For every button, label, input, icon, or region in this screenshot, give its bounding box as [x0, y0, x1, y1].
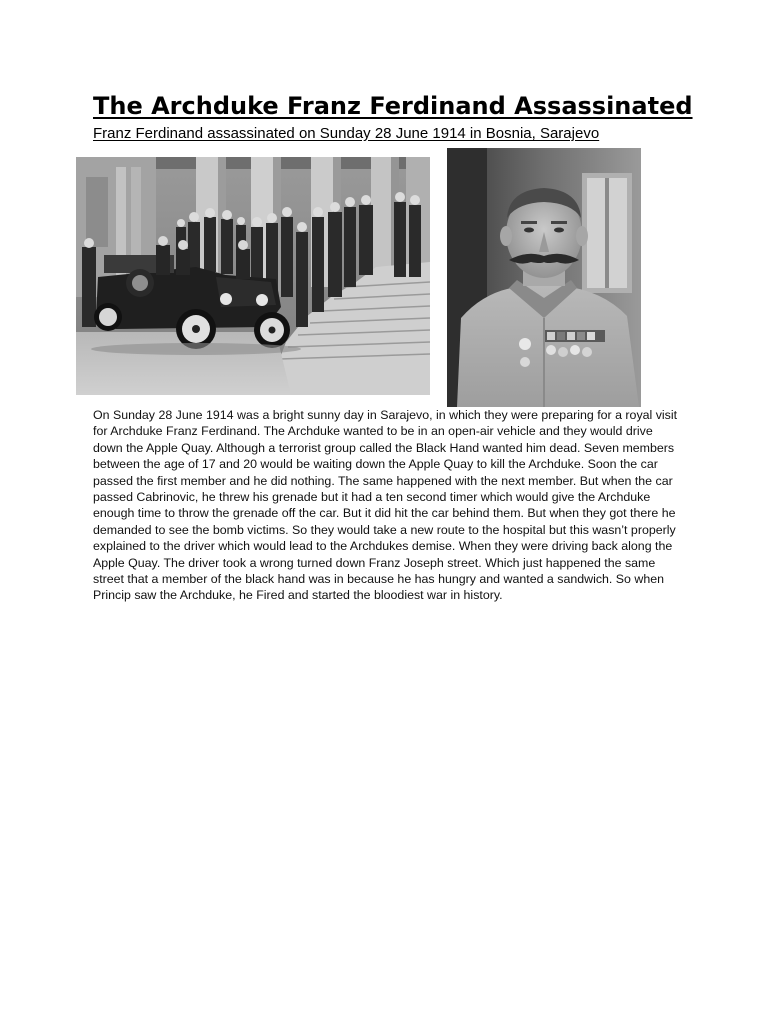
archduke-portrait-photo	[447, 148, 641, 407]
article-body: On Sunday 28 June 1914 was a bright sunny day in Sarajevo, in which they were preparing for a royal visit for Archduke Franz Ferdinand. The Archduke wanted to be in an open-air vehicle and they would drive down the Apple Quay. Although a terrorist group called the Black Hand wanted him dead. Seven members between the age of 17 and 20 would be waiting down the Apple Quay to kill the Archduke. Soon the car passed the first member and he did nothing. The same happened with the next member. But when the car passed Cabrinovic, he threw his grenade but it had a ten second timer which would give the Archduke enough time to throw the grenade off the car. But it did hit the car behind them. But when they got there he demanded to see the bomb victims. So they would take a new route to the hospital but this wasn’t properly explained to the driver which would lead to the Archdukes demise. When they were driving back along the Apple Quay. The driver took a wrong turned down Franz Joseph street. Which just happened the same street that a member of the black hand was in because he has hungry and wanted a sandwich. So when Princip saw the Archduke, he Fired and started the bloodiest war in history.	[93, 408, 678, 603]
document-subtitle: Franz Ferdinand assassinated on Sunday 28 June 1914 in Bosnia, Sarajevo	[93, 125, 600, 142]
car-scene-photo	[76, 157, 430, 395]
document-title: The Archduke Franz Ferdinand Assassinated	[93, 92, 693, 120]
